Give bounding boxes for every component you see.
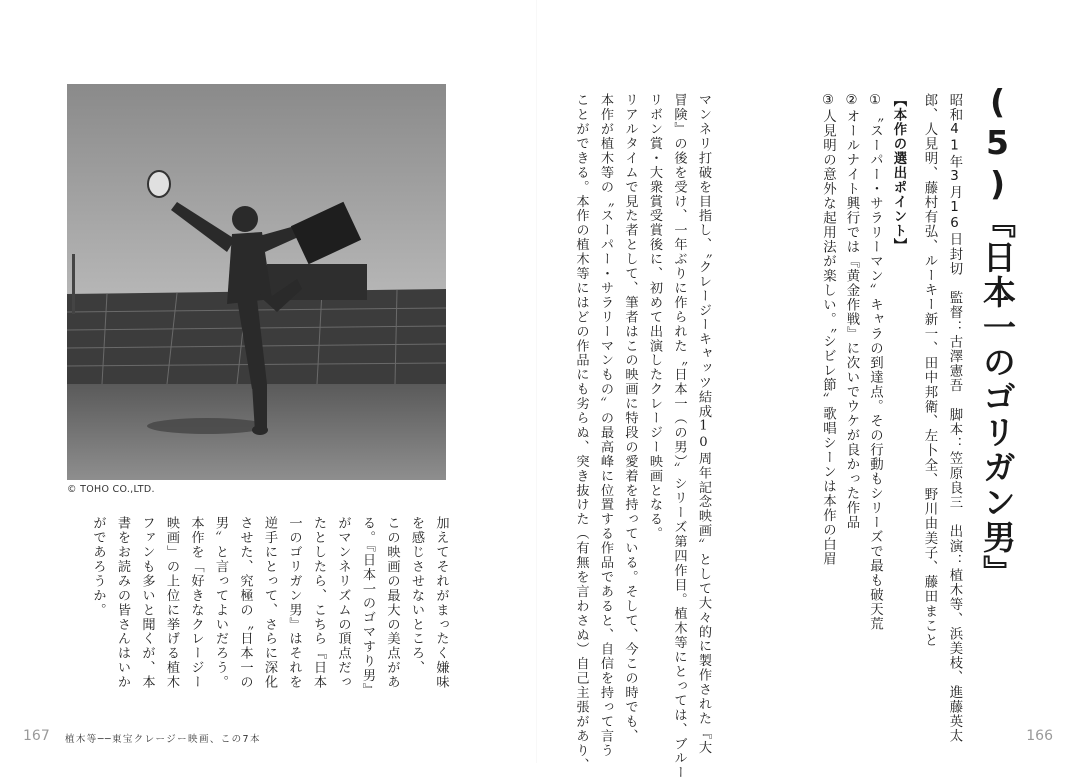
body-line: がであろうか。 [90, 516, 106, 618]
body-line: 本作が植木等の〝スーパー・サラリーマンもの〟の最高峰に位置する作品であると、自信を持って言う [598, 93, 613, 758]
body-line: 冒険』の後を受け、一年ぶりに作られた〝日本一（の男）〟シリーズ第四作目。植木等にとっては、ブルー [671, 93, 687, 780]
point-item: ②オールナイト興行では『黄金作戦』に次いでウケが良かった作品 [844, 93, 859, 530]
body-line: マンネリ打破を目指し、〝クレージーキャッツ結成10周年記念映画〟として大々的に製作された『大 [696, 93, 711, 755]
body-line: たとしたら、こちら『日本 [311, 516, 326, 690]
body-line: 映画」の上位に挙げる植木 [164, 516, 179, 690]
body-line: 加えてそれがまったく嫌味 [433, 516, 449, 690]
photo-credit: © TOHO CO.,LTD. [67, 484, 155, 495]
body-line: 書をお読みの皆さんはいか [115, 516, 130, 690]
film-still-photo [67, 84, 446, 480]
point-item: ①〝スーパー・サラリーマン〟キャラの到達点。その行動もシリーズで最も破天荒 [867, 93, 883, 632]
body-line: 逆手にとって、さらに深化 [262, 516, 277, 690]
body-line: 本作を「好きなクレージー [188, 516, 204, 690]
body-line: リアルタイムで見た者として、筆者はこの映画に特段の愛着を持っている。そして、今この時でも、 [622, 93, 638, 744]
body-line: リボン賞・大衆賞受賞後に、初めて出演したクレージー映画となる。 [647, 93, 662, 541]
body-line: を感じさせないところ、 [409, 516, 424, 675]
body-line: させた、究極の〝日本一の [237, 516, 253, 690]
running-head: 植木等──東宝クレージー映画、この7本 [65, 734, 261, 745]
body-line: る。『日本一のゴマすり男』 [360, 516, 375, 698]
page-number-left: 167 [23, 728, 50, 744]
page-number-right: 166 [1026, 728, 1053, 744]
body-line: ファンも多いと聞くが、本 [139, 516, 155, 690]
jumping-man-photo [67, 84, 446, 480]
page-gutter [536, 0, 537, 763]
body-text-right [568, 93, 715, 780]
points-title: 【本作の選出ポイント】 [891, 93, 906, 253]
body-line: ことができる。本作の植木等にはどの作品にも劣らぬ、突き抜けた（有無を言わさぬ）自己主張があり、 [573, 93, 589, 773]
point-item: ③人見明の意外な起用法が楽しい。〝シビレ節〟歌唱シーンは本作の白眉 [820, 93, 836, 567]
credits-line: 昭和41年3月16日封切 監督：古澤憲吾 脚本：笠原良三 出演：植木等、浜美枝、進藤英太 [947, 93, 962, 744]
body-text-left [85, 516, 453, 706]
body-line: 男〟と言ってよいだろう。 [213, 516, 228, 690]
film-credits [917, 93, 967, 743]
selection-points [816, 93, 910, 631]
body-line: がマンネリズムの頂点だっ [335, 516, 351, 690]
body-line: 一のゴリガン男』はそれを [286, 516, 302, 690]
credits-line: 郎、人見明、藤村有弘、ルーキー新一、田中邦衛、左卜全、野川由美子、藤田まこと [922, 93, 937, 648]
section-heading: (5)『日本一のゴリガン男』 [978, 82, 1017, 590]
body-line: この映画の最大の美点があ [384, 516, 400, 690]
